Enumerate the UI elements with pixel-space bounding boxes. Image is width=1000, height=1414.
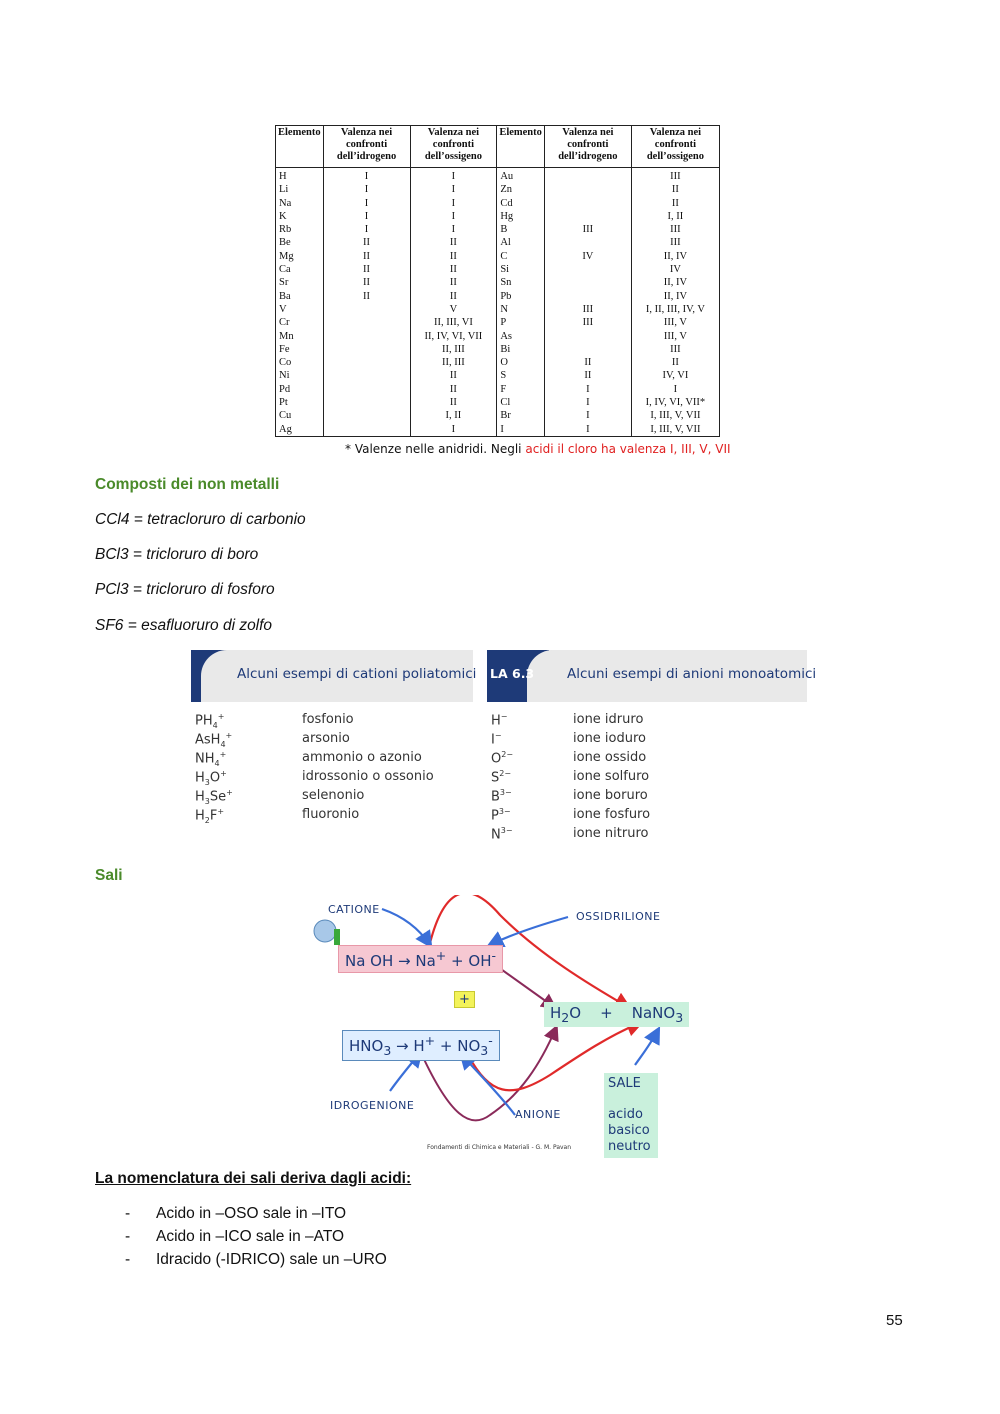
ion-name: arsonio	[302, 731, 350, 746]
ion-formula-charge: +	[217, 807, 225, 816]
table-cell	[323, 316, 410, 329]
table-cell: I	[410, 423, 497, 437]
table-row	[276, 330, 720, 343]
table-cell: I	[410, 197, 497, 210]
table-row	[276, 423, 720, 437]
table-cell: Mn	[276, 330, 324, 343]
ion-formula-charge: 3−	[500, 826, 513, 835]
table-cell	[544, 183, 631, 196]
table-cell: II	[544, 369, 631, 382]
table-cell: Al	[497, 236, 545, 249]
ion-formula-base: AsH	[195, 732, 221, 748]
table-cell: II	[323, 290, 410, 303]
table-cell	[544, 210, 631, 223]
valence-table	[275, 125, 720, 437]
table-row	[276, 263, 720, 276]
formula-line: SF6 = esafluoruro di zolfo	[95, 617, 273, 634]
ion-name: ione ioduro	[573, 731, 647, 746]
valence-table-column-header: Elemento	[276, 126, 324, 168]
page-number: 55	[886, 1312, 903, 1329]
table-cell	[323, 303, 410, 316]
ion-formula-base: I	[491, 732, 495, 748]
ion-name: ione boruro	[573, 788, 648, 803]
table-row	[276, 369, 720, 382]
table-row	[276, 197, 720, 210]
ion-formula-charge: −	[500, 712, 508, 721]
table-cell: Zn	[497, 183, 545, 196]
table-cell	[544, 236, 631, 249]
table-cell: P	[497, 316, 545, 329]
table-cell: Si	[497, 263, 545, 276]
table-row	[276, 290, 720, 303]
anions-title: Alcuni esempi di anioni monoatomici	[567, 666, 817, 682]
ion-formula-charge: 3−	[498, 807, 511, 816]
ion-row	[491, 807, 791, 825]
ion-formula-charge: −	[494, 731, 502, 740]
ion-formula-subscript: 4	[212, 720, 218, 730]
table-cell: II	[544, 356, 631, 369]
cation-pointer-arrow	[382, 909, 430, 945]
anions-table-tag: LA 6.3	[490, 666, 535, 681]
list-item-text: Acido in –ICO sale in –ATO	[156, 1228, 345, 1245]
ion-formula-charge: +	[226, 788, 233, 797]
ion-row	[491, 788, 791, 806]
ion-formula-subscript: 3	[204, 796, 210, 806]
ion-row	[195, 712, 495, 730]
table-cell: Cu	[276, 409, 324, 422]
table-cell: IV	[544, 250, 631, 263]
table-cell: I	[410, 223, 497, 236]
table-cell: C	[497, 250, 545, 263]
ion-formula	[195, 788, 233, 806]
table-cell: II	[410, 383, 497, 396]
table-cell: II	[410, 250, 497, 263]
ion-name: ione ossido	[573, 750, 647, 765]
table-cell: Pt	[276, 396, 324, 409]
table-cell: II	[410, 276, 497, 289]
table-cell: I	[410, 210, 497, 223]
table-cell	[544, 330, 631, 343]
table-cell: Li	[276, 183, 324, 196]
table-row	[276, 236, 720, 249]
table-cell: Cd	[497, 197, 545, 210]
table-cell: Fe	[276, 343, 324, 356]
ion-formula-base: O	[491, 751, 502, 767]
ion-name: fluoronio	[302, 807, 360, 822]
table-cell: I	[544, 396, 631, 409]
ion-formula-charge: 3−	[499, 788, 512, 797]
table-row	[276, 383, 720, 396]
ion-formula-base: H	[195, 770, 205, 786]
table-cell	[544, 263, 631, 276]
table-cell: I, II	[410, 409, 497, 422]
table-cell: Rb	[276, 223, 324, 236]
hydroxide-to-water-arrow	[498, 967, 554, 1007]
table-cell: I	[323, 210, 410, 223]
ion-name: idrossonio o ossonio	[302, 769, 434, 784]
table-cell: Au	[497, 168, 545, 184]
cation-clipart	[314, 920, 336, 942]
table-cell: I, II, III, IV, V	[631, 303, 719, 316]
ion-formula-tail: Se	[209, 789, 227, 805]
valence-table-column-header: Valenza nei confronti dell’ossigeno	[410, 126, 497, 168]
table-cell: Pd	[276, 383, 324, 396]
table-cell: IV	[631, 263, 719, 276]
table-cell: I	[410, 168, 497, 184]
table-cell: Sr	[276, 276, 324, 289]
table-row	[276, 303, 720, 316]
table-cell: II	[631, 183, 719, 196]
ion-formula-tail: O	[209, 770, 221, 786]
table-cell: IV, VI	[631, 369, 719, 382]
table-cell: K	[276, 210, 324, 223]
table-cell: Be	[276, 236, 324, 249]
ion-formula-charge: 2−	[501, 750, 514, 759]
ion-name: ione solfuro	[573, 769, 650, 784]
ion-name: ione nitruro	[573, 826, 649, 841]
table-cell	[323, 409, 410, 422]
table-cell: II	[410, 369, 497, 382]
table-cell: I	[410, 183, 497, 196]
table-cell	[544, 168, 631, 184]
table-cell: Na	[276, 197, 324, 210]
table-cell: Ag	[276, 423, 324, 437]
table-cell: I	[323, 183, 410, 196]
table-cell: III	[631, 236, 719, 249]
table-row	[276, 409, 720, 422]
salt-type-acid: acido	[608, 1107, 643, 1122]
table-cell	[544, 276, 631, 289]
ion-formula-base: NH	[195, 751, 215, 767]
ion-formula	[195, 807, 224, 825]
table-cell: V	[410, 303, 497, 316]
table-cell: II	[631, 356, 719, 369]
table-cell: II	[323, 250, 410, 263]
ion-formula-base: N	[491, 827, 501, 843]
table-row	[276, 356, 720, 369]
table-cell: Sn	[497, 276, 545, 289]
list-item-text: Acido in –OSO sale in –ITO	[156, 1205, 347, 1222]
table-cell	[544, 343, 631, 356]
ion-formula-base: PH	[195, 713, 213, 729]
salt-types-box	[604, 1073, 658, 1158]
table-cell: II	[410, 396, 497, 409]
table-row	[276, 250, 720, 263]
ion-formula	[491, 712, 507, 728]
table-cell: Cl	[497, 396, 545, 409]
salt-pointer-arrow	[635, 1030, 658, 1065]
ion-formula-charge: 2−	[499, 769, 512, 778]
table-row	[276, 396, 720, 409]
ion-row	[491, 826, 791, 844]
ion-formula-subscript: 3	[204, 777, 210, 787]
ion-row	[491, 712, 791, 730]
table-cell: S	[497, 369, 545, 382]
table-cell	[544, 290, 631, 303]
table-cell: III, V	[631, 316, 719, 329]
ion-name: ione fosfuro	[573, 807, 651, 822]
ion-formula	[491, 750, 513, 766]
sodium-hydroxide-equation: Na OH → Na+ + OH-	[338, 945, 503, 973]
table-cell: II	[323, 236, 410, 249]
ion-name: fosfonio	[302, 712, 354, 727]
table-cell: I	[497, 423, 545, 437]
diagram-credit: Fondamenti di Chimica e Materiali - G. M. Pavan	[427, 1144, 572, 1151]
ion-formula-charge: +	[225, 731, 233, 740]
ion-formula-subscript: 2	[204, 815, 210, 825]
ion-formula-charge: +	[219, 750, 227, 759]
table-cell	[323, 369, 410, 382]
table-cell: Hg	[497, 210, 545, 223]
table-cell: III	[631, 168, 719, 184]
ion-formula-subscript: 4	[220, 739, 226, 749]
table-cell: I	[544, 423, 631, 437]
ion-formula	[491, 731, 502, 747]
table-cell: II, III	[410, 356, 497, 369]
cations-title: Alcuni esempi di cationi poliatomici	[237, 666, 477, 682]
valence-table-column-header: Valenza nei confronti dell’ossigeno	[631, 126, 719, 168]
table-cell: II, III, VI	[410, 316, 497, 329]
table-row	[276, 223, 720, 236]
hydrogen-label: IDROGENIONE	[330, 1099, 415, 1112]
table-cell: I	[323, 168, 410, 184]
table-cell: III, V	[631, 330, 719, 343]
anion-pointer-arrow	[462, 1055, 515, 1115]
ion-row	[195, 807, 495, 825]
salt-label: SALE	[608, 1076, 641, 1091]
table-cell: As	[497, 330, 545, 343]
hydroxide-label: OSSIDRILIONE	[576, 910, 661, 923]
table-cell: I	[544, 383, 631, 396]
table-cell: II	[410, 290, 497, 303]
ion-formula	[491, 788, 512, 804]
ion-formula	[491, 807, 511, 823]
ion-formula-base: S	[491, 770, 500, 786]
table-cell: II	[323, 276, 410, 289]
table-cell: O	[497, 356, 545, 369]
table-cell: III	[631, 343, 719, 356]
formula-line: CCl4 = tetracloruro di carbonio	[95, 511, 306, 528]
valence-table-column-header: Valenza nei confronti dell’idrogeno	[323, 126, 410, 168]
table-cell: II, IV	[631, 290, 719, 303]
ion-formula	[491, 826, 513, 842]
table-cell: Ni	[276, 369, 324, 382]
anion-label: ANIONE	[515, 1108, 561, 1121]
table-cell: III	[544, 303, 631, 316]
table-cell: Bi	[497, 343, 545, 356]
table-cell: I	[323, 223, 410, 236]
ion-formula-charge: +	[217, 712, 225, 721]
ion-row	[195, 788, 495, 806]
ion-formula	[195, 731, 232, 749]
table-cell: II, III	[410, 343, 497, 356]
table-cell: I	[323, 197, 410, 210]
ion-formula	[195, 712, 224, 730]
table-cell: II	[323, 263, 410, 276]
salt-formation-diagram	[310, 895, 730, 1160]
table-cell: N	[497, 303, 545, 316]
table-cell: I, III, V, VII	[631, 423, 719, 437]
table-cell: I	[631, 383, 719, 396]
valence-table-column-header: Elemento	[497, 126, 545, 168]
table-cell	[323, 330, 410, 343]
table-cell: F	[497, 383, 545, 396]
ion-row	[491, 769, 791, 787]
table-cell: V	[276, 303, 324, 316]
ion-name: ione idruro	[573, 712, 644, 727]
salt-type-neutral: neutro	[608, 1139, 651, 1154]
anions-table	[487, 650, 817, 850]
note-red-text: acidi il cloro ha valenza I, III, V, VII	[525, 442, 731, 456]
valence-table-body	[276, 168, 720, 437]
ion-row	[195, 731, 495, 749]
formula-line: BCl3 = tricloruro di boro	[95, 546, 259, 563]
ion-name: ammonio o azonio	[302, 750, 422, 765]
ion-formula	[195, 769, 227, 787]
cations-table	[191, 650, 477, 835]
ion-row	[195, 769, 495, 787]
table-cell: III	[544, 316, 631, 329]
ion-formula-base: B	[491, 789, 500, 805]
table-cell: II	[410, 263, 497, 276]
plus-sign: +	[454, 991, 475, 1008]
table-cell: II, IV	[631, 250, 719, 263]
salts-heading: Sali	[95, 867, 123, 884]
table-cell: B	[497, 223, 545, 236]
valence-table-note	[345, 442, 731, 456]
table-cell	[323, 356, 410, 369]
products-equation: $H_2O$ + NaNO$_3$	[544, 1002, 689, 1027]
ion-row	[195, 750, 495, 768]
table-cell: Co	[276, 356, 324, 369]
table-cell: Mg	[276, 250, 324, 263]
table-cell	[323, 383, 410, 396]
table-cell: I	[544, 409, 631, 422]
table-cell: II, IV, VI, VII	[410, 330, 497, 343]
table-cell: I, III, V, VII	[631, 409, 719, 422]
ion-formula-charge: +	[220, 769, 227, 778]
table-cell: II	[631, 197, 719, 210]
table-cell	[544, 197, 631, 210]
nomenclature-heading: La nomenclatura dei sali deriva dagli acidi:	[95, 1170, 412, 1187]
table-row	[276, 168, 720, 184]
table-row	[276, 316, 720, 329]
table-cell: I, IV, VI, VII*	[631, 396, 719, 409]
ion-row	[491, 731, 791, 749]
table-cell: Br	[497, 409, 545, 422]
table-cell: II, IV	[631, 276, 719, 289]
table-row	[276, 183, 720, 196]
table-cell: Ba	[276, 290, 324, 303]
ion-formula-base: P	[491, 808, 499, 824]
valence-table-column-header: Valenza nei confronti dell’idrogeno	[544, 126, 631, 168]
valence-table-header	[276, 126, 720, 168]
ion-row	[491, 750, 791, 768]
nitric-acid-equation: $HNO_3 \to H^+ + NO_3^-$	[342, 1030, 500, 1061]
table-cell: I, II	[631, 210, 719, 223]
ion-formula	[491, 769, 511, 785]
table-cell: Pb	[497, 290, 545, 303]
table-row	[276, 276, 720, 289]
salt-type-basic: basico	[608, 1123, 650, 1138]
table-cell: III	[544, 223, 631, 236]
formula-line: PCl3 = tricloruro di fosforo	[95, 581, 275, 598]
table-cell: Ca	[276, 263, 324, 276]
ion-formula-base: H	[195, 789, 205, 805]
ion-name: selenonio	[302, 788, 365, 803]
ion-formula	[195, 750, 226, 768]
ion-formula-tail: F	[209, 808, 218, 824]
ion-formula-subscript: 4	[214, 758, 220, 768]
note-black-text: * Valenze nelle anidridi. Negli	[345, 442, 526, 456]
table-cell: III	[631, 223, 719, 236]
table-row	[276, 343, 720, 356]
table-cell	[323, 343, 410, 356]
table-cell	[323, 423, 410, 437]
nonmetal-heading: Composti dei non metalli	[95, 476, 280, 493]
ion-formula-base: H	[195, 808, 205, 824]
cation-label: CATIONE	[328, 903, 380, 916]
table-cell: H	[276, 168, 324, 184]
list-item-text: Idracido (-IDRICO) sale un –URO	[156, 1251, 387, 1268]
table-cell	[323, 396, 410, 409]
table-cell: II	[410, 236, 497, 249]
ion-formula-base: H	[491, 713, 501, 729]
table-row	[276, 210, 720, 223]
table-cell: Cr	[276, 316, 324, 329]
